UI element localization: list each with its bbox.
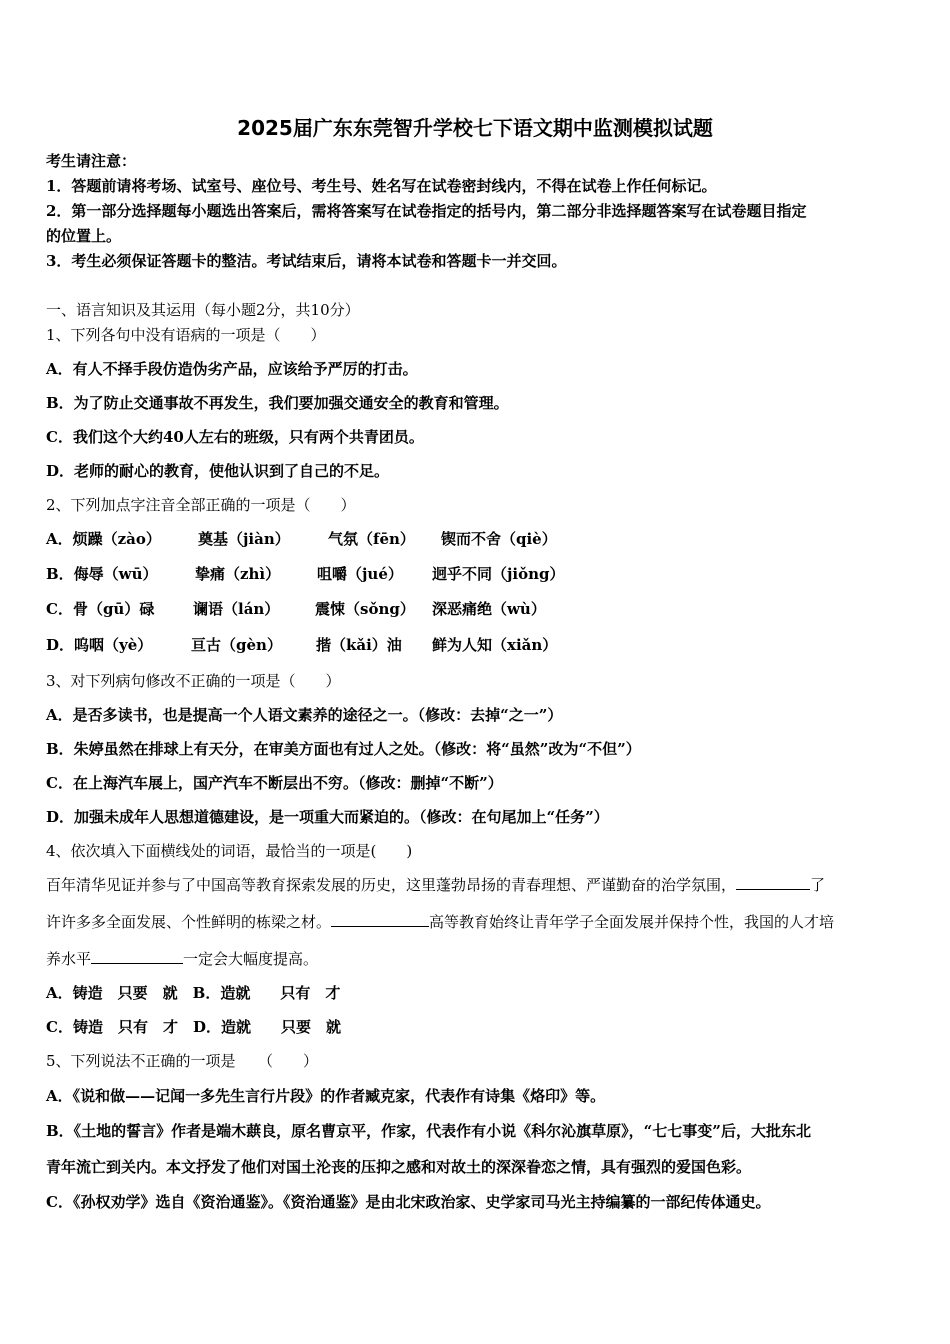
fill-blank [91,949,183,964]
question-2-cell: 谰语（lán） [193,600,280,618]
question-4-passage-line [46,912,834,932]
question-2-cell: A．烦躁（zào） [46,530,161,548]
question-5-option: 青年流亡到关内。本文抒发了他们对国土沦丧的压抑之感和对故土的深深眷恋之情，具有强烈的爱国色彩。 [46,1158,752,1176]
question-5-option: A．《说和做——记闻一多先生言行片段》的作者臧克家，代表作有诗集《烙印》等。 [46,1087,606,1105]
question-2-cell: 锲而不舍（qiè） [441,530,557,548]
question-4-stem: 4、依次填入下面横线处的词语，最恰当的一项是( ) [46,842,413,860]
question-2-cell: 咀嚼（jué） [317,565,403,583]
passage-text: 了 [810,876,826,894]
section-heading: 一、语言知识及其运用（每小题2分，共10分） [46,301,360,319]
question-2-cell: 气氛（fēn） [328,530,415,548]
question-5-option: B．《土地的誓言》作者是端木蕻良，原名曹京平，作家，代表作有小说《科尔沁旗草原》，“七七事变”后，大批东北 [46,1122,811,1140]
question-3-option: B．朱婷虽然在排球上有天分，在审美方面也有过人之处。（修改：将“虽然”改为“不但”） [46,740,641,758]
fill-blank [736,875,810,890]
question-1-option: C．我们这个大约40人左右的班级，只有两个共青团员。 [46,428,424,446]
question-3-option: D．加强未成年人思想道德建设，是一项重大而紧迫的。（修改：在句尾加上“任务”） [46,808,609,826]
question-1-stem: 1、下列各句中没有语病的一项是（ ） [46,326,326,344]
notice-heading: 考生请注意： [46,152,137,170]
notice-item: 的位置上。 [46,227,122,245]
question-3-stem: 3、对下列病句修改不正确的一项是（ ） [46,672,341,690]
question-3-option: C．在上海汽车展上，国产汽车不断层出不穷。（修改：删掉“不断”） [46,774,503,792]
question-4-passage-line [46,875,825,895]
question-2-stem: 2、下列加点字注音全部正确的一项是（ ） [46,496,356,514]
question-2-cell: 奠基（jiàn） [198,530,290,548]
question-2-cell: 深恶痛绝（wù） [432,600,546,618]
notice-item: 2．第一部分选择题每小题选出答案后，需将答案写在试卷指定的括号内，第二部分非选择题答案写在试卷题目指定 [46,202,807,220]
question-4-options: A．铸造 只要 就 B．造就 只有 才 [46,984,341,1002]
question-2-cell: 鲜为人知（xiǎn） [432,636,558,654]
question-2-cell: 亘古（gèn） [191,636,282,654]
question-4-options: C．铸造 只有 才 D．造就 只要 就 [46,1018,341,1036]
question-3-option: A．是否多读书，也是提高一个人语文素养的途径之一。（修改：去掉“之一”） [46,706,563,724]
question-5-option: C．《孙权劝学》选自《资治通鉴》。《资治通鉴》是由北宋政治家、史学家司马光主持编纂的一部纪传体通史。 [46,1193,771,1211]
question-2-cell: 迥乎不同（jiǒng） [432,565,565,583]
question-2-cell: D．呜咽（yè） [46,636,153,654]
question-2-cell: 震悚（sǒng） [315,600,415,618]
question-2-cell: 挚痛（zhì） [195,565,281,583]
notice-item: 3．考生必须保证答题卡的整洁。考试结束后，请将本试卷和答题卡一并交回。 [46,252,567,270]
passage-text: 百年清华见证并参与了中国高等教育探索发展的历史，这里蓬勃昂扬的青春理想、严谨勤奋的治学氛围， [46,876,737,894]
notice-item: 1．答题前请将考场、试室号、座位号、考生号、姓名写在试卷密封线内，不得在试卷上作任何标记。 [46,177,717,195]
passage-text: 一定会大幅度提高。 [183,950,319,968]
question-5-stem: 5、下列说法不正确的一项是 （ ） [46,1052,319,1070]
question-1-option: A．有人不择手段仿造伪劣产品，应该给予严厉的打击。 [46,360,418,378]
question-4-passage-line [46,949,318,969]
question-2-cell: 揩（kǎi）油 [316,636,402,654]
fill-blank [331,912,429,927]
question-1-option: D．老师的耐心的教育，使他认识到了自己的不足。 [46,462,390,480]
question-1-option: B．为了防止交通事故不再发生，我们要加强交通安全的教育和管理。 [46,394,509,412]
passage-text: 高等教育始终让青年学子全面发展并保持个性，我国的人才培 [429,913,835,931]
question-2-cell: B．侮辱（wū） [46,565,158,583]
page-title: 2025届广东东莞智升学校七下语文期中监测模拟试题 [237,116,713,140]
passage-text: 许许多多全面发展、个性鲜明的栋梁之材。 [46,913,332,931]
passage-text: 养水平 [46,950,92,968]
question-2-cell: C．骨（gū）碌 [46,600,155,618]
